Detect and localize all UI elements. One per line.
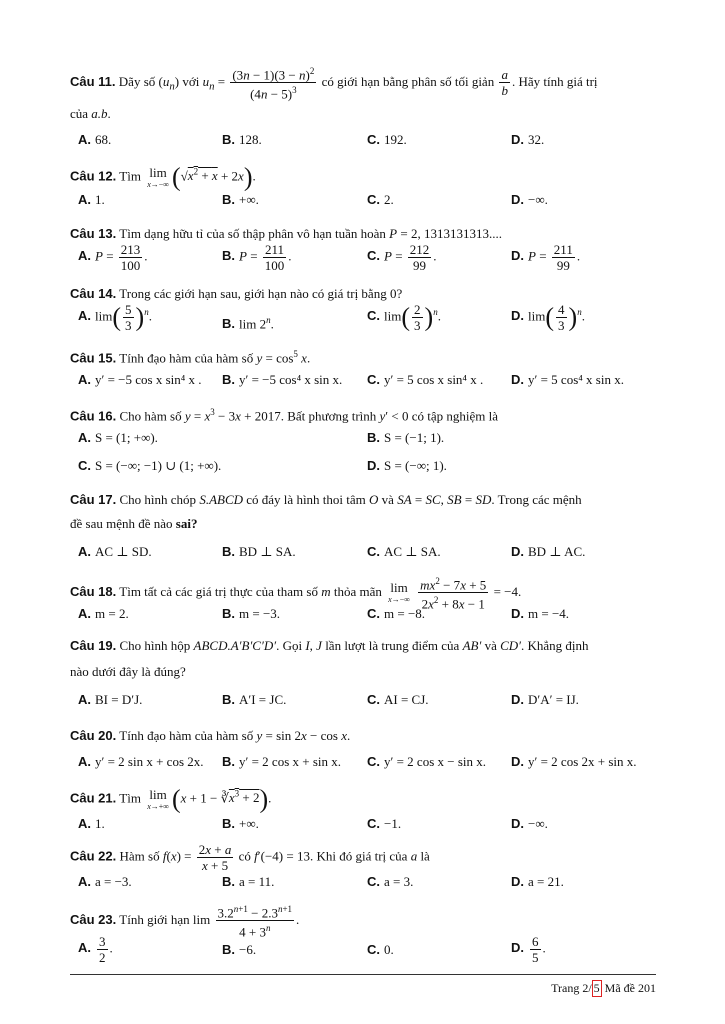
question-18: Câu 18. Tìm tất cả các giá trị thực của tham số m thỏa mãn lim x→−∞ $\frac{mx^2 - 7x + 5}{2x^2 + 8x - 1}$ = −4. <box>70 576 522 612</box>
option-b[interactable]: B. a = 11. <box>222 874 275 889</box>
option-c[interactable]: C. y′ = 5 cos x sin⁴ x . <box>367 372 484 387</box>
option-a[interactable]: A. m = 2. <box>78 606 129 621</box>
option-c[interactable]: C. lim( $\frac{2}{3}$ )$^n$. <box>367 302 441 333</box>
option-d[interactable]: D. $\frac{6}{5}$ . <box>511 934 546 965</box>
option-a[interactable]: A. BI = D′J. <box>78 692 143 707</box>
option-d[interactable]: D. BD ⊥ AC. <box>511 544 586 559</box>
option-a[interactable]: A. y′ = −5 cos x sin⁴ x . <box>78 372 202 387</box>
question-label: Câu 11. <box>70 73 116 89</box>
option-b[interactable]: B. BD ⊥ SA. <box>222 544 296 559</box>
question-12: Câu 12. Tìm lim x→−∞ $(√x^2 + x + 2x)$. <box>70 162 256 192</box>
option-b[interactable]: B. y′ = −5 cos⁴ x sin x. <box>222 372 343 387</box>
option-a[interactable]: A. lim( $\frac{5}{3}$ )$^n$. <box>78 302 152 333</box>
option-d[interactable]: D. −∞. <box>511 192 548 207</box>
option-d[interactable]: D. S = (−∞; 1). <box>367 458 447 473</box>
option-d[interactable]: D. −∞. <box>511 816 548 831</box>
option-c[interactable]: C. S = (−∞; −1) ∪ (1; +∞). <box>78 458 222 473</box>
option-c[interactable]: C. 192. <box>367 132 407 147</box>
option-a[interactable]: A. 1. <box>78 816 105 831</box>
question-13: Câu 13. Tìm dạng hữu tỉ của số thập phân vô hạn tuần hoàn P = 2, 1313131313.... <box>70 226 502 241</box>
page-number: 5 <box>593 981 600 995</box>
option-b[interactable]: B. y′ = 2 cos x + sin x. <box>222 754 342 769</box>
option-b[interactable]: B. P = $\frac{211}{100}$ . <box>222 242 292 273</box>
option-c[interactable]: C. y′ = 2 cos x − sin x. <box>367 754 487 769</box>
option-b[interactable]: B. A′I = JC. <box>222 692 287 707</box>
option-c[interactable]: C. 0. <box>367 942 394 957</box>
option-b[interactable]: B. 128. <box>222 132 262 147</box>
option-a[interactable]: A. y′ = 2 sin x + cos 2x. <box>78 754 204 769</box>
option-c[interactable]: C. m = −8. <box>367 606 426 621</box>
question-15: Câu 15. Tính đạo hàm của hàm số $y = \cos^5 x$. <box>70 349 311 366</box>
question-20: Câu 20. Tính đạo hàm của hàm số y = sin 2x − cos x. <box>70 728 351 743</box>
footer-divider <box>70 974 656 975</box>
page-footer: Trang 2/ 5 Mã đề 201 <box>551 981 656 995</box>
option-c[interactable]: C. P = $\frac{212}{99}$ . <box>367 242 437 273</box>
question-19: Câu 19. Cho hình hộp ABCD.A′B′C′D′. Gọi I, J lần lượt là trung điểm của AB′ và CD′. Khẳng định <box>70 638 589 653</box>
option-a[interactable]: A. $\frac{3}{2}$ . <box>78 934 113 965</box>
option-c[interactable]: C. −1. <box>367 816 402 831</box>
question-23: Câu 23. Tính giới hạn lim $\frac{3.2^{n+1} - 2.3^{n+1}}{4 + 3^n}$ . <box>70 904 300 940</box>
option-d[interactable]: D. y′ = 5 cos⁴ x sin x. <box>511 372 624 387</box>
option-a[interactable]: A. S = (1; +∞). <box>78 430 158 445</box>
question-11: Câu 11. Dãy số $(u_n)$ với $u_n$ = $\frac{(3n - 1)(3 - n)^2}{(4n - 5)^3}$ có giới hạn bằng phân số tối giản $\frac{a}{b}$ . Hãy tính giá trị <box>70 66 598 102</box>
option-d[interactable]: D. y′ = 2 cos 2x + sin x. <box>511 754 637 769</box>
option-a[interactable]: A. AC ⊥ SD. <box>78 544 152 559</box>
option-b[interactable]: B. −6. <box>222 942 257 957</box>
option-d[interactable]: D. m = −4. <box>511 606 570 621</box>
option-a[interactable]: A. 68. <box>78 132 112 147</box>
option-d[interactable]: D. D′A′ = IJ. <box>511 692 579 707</box>
option-b[interactable]: B. +∞. <box>222 192 259 207</box>
option-c[interactable]: C. a = 3. <box>367 874 414 889</box>
option-c[interactable]: C. AI = CJ. <box>367 692 429 707</box>
option-a[interactable]: A. a = −3. <box>78 874 132 889</box>
option-b[interactable]: B. lim 2$^n$. <box>222 315 274 332</box>
option-b[interactable]: B. m = −3. <box>222 606 281 621</box>
option-a[interactable]: A. P = $\frac{213}{100}$ . <box>78 242 148 273</box>
option-d[interactable]: D. 32. <box>511 132 545 147</box>
option-b[interactable]: B. +∞. <box>222 816 259 831</box>
question-22: Câu 22. Hàm số f(x) = $\frac{2x + a}{x + 5}$ có f′(−4) = 13. Khi đó giá trị của a là <box>70 842 430 873</box>
option-c[interactable]: C. 2. <box>367 192 394 207</box>
question-17: Câu 17. Cho hình chóp S.ABCD có đáy là hình thoi tâm O và SA = SC, SB = SD. Trong các mệnh <box>70 492 582 507</box>
question-14: Câu 14. Trong các giới hạn sau, giới hạn nào có giá trị bằng 0? <box>70 286 403 301</box>
option-a[interactable]: A. 1. <box>78 192 105 207</box>
option-d[interactable]: D. a = 21. <box>511 874 564 889</box>
option-d[interactable]: D. P = $\frac{211}{99}$ . <box>511 242 581 273</box>
question-21: Câu 21. Tìm lim x→+∞ $(x + 1 - ∛x^3 + 2)$. <box>70 784 272 814</box>
option-b[interactable]: B. S = (−1; 1). <box>367 430 445 445</box>
option-c[interactable]: C. AC ⊥ SA. <box>367 544 441 559</box>
option-d[interactable]: D. lim( $\frac{4}{3}$ )$^n$. <box>511 302 585 333</box>
question-16: Câu 16. Cho hàm số $y = x^3 - 3x + 2017$. Bất phương trình y′ < 0 có tập nghiệm là <box>70 407 498 424</box>
